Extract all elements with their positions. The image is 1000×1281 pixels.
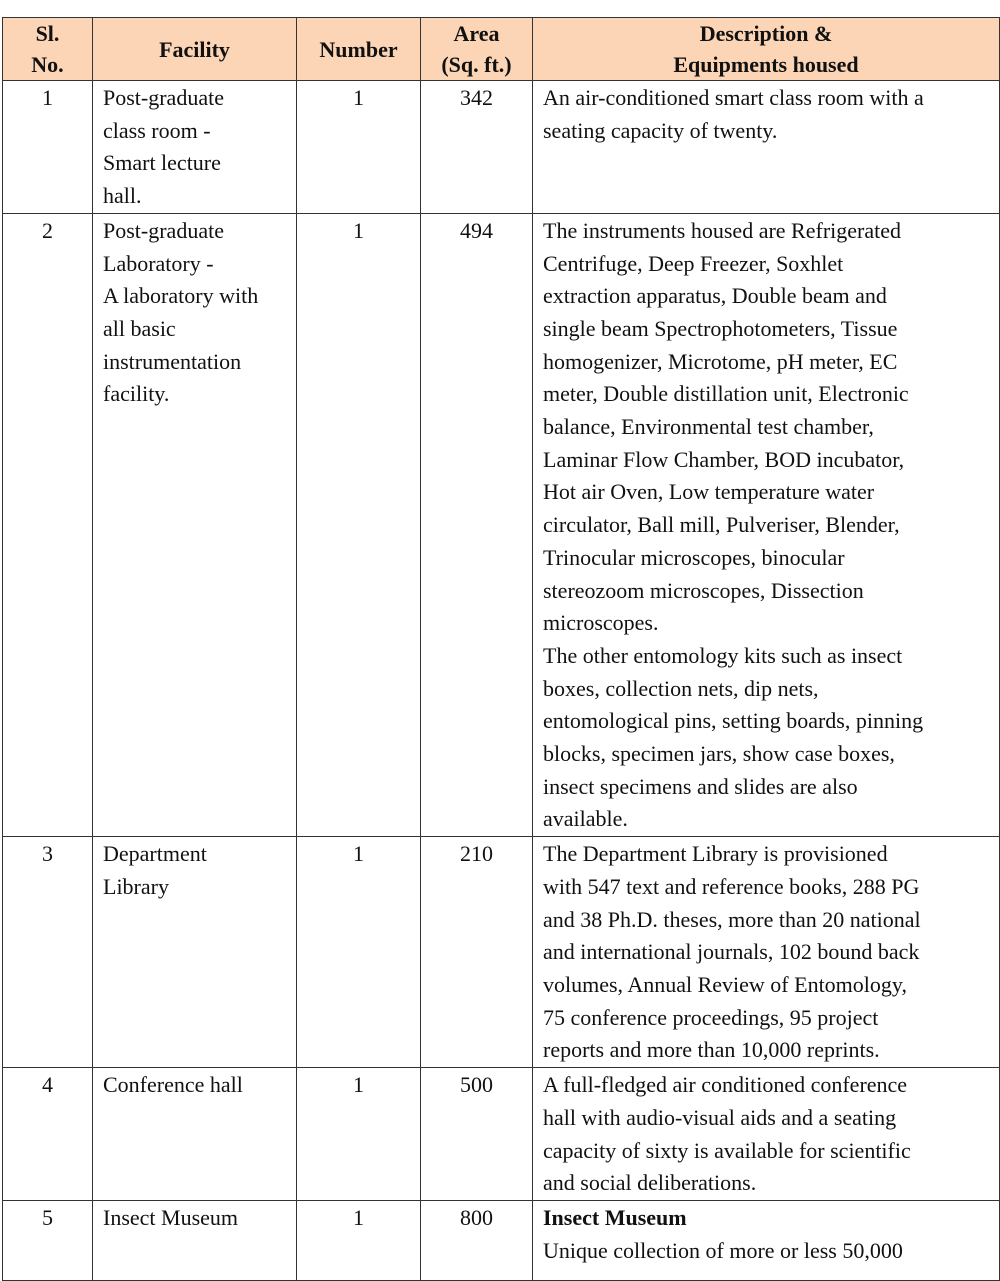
facility-cell: Department Library [93, 837, 297, 1068]
header-row [3, 18, 1000, 81]
number-cell: 1 [297, 81, 421, 214]
description-title: Insect Museum [543, 1204, 687, 1230]
number-cell: 1 [297, 837, 421, 1068]
header-area: Area (Sq. ft.) [421, 18, 533, 81]
facility-cell: Insect Museum [93, 1200, 297, 1280]
facility-cell: Conference hall [93, 1068, 297, 1201]
area-cell: 494 [421, 213, 533, 836]
number-cell: 1 [297, 213, 421, 836]
header-facility: Facility [93, 18, 297, 81]
description-cell [533, 1200, 1000, 1280]
description-cell: An air-conditioned smart class room with a seating capacity of twenty. [533, 81, 1000, 214]
header-sl-no: Sl. No. [3, 18, 93, 81]
table-row [3, 213, 1000, 836]
description-cell: A full-fledged air conditioned conference hall with audio-visual aids and a seating capacity of sixty is available for scientific and social deliberations. [533, 1068, 1000, 1201]
table-row [3, 1200, 1000, 1280]
sl-cell: 2 [3, 213, 93, 836]
area-cell: 342 [421, 81, 533, 214]
sl-cell: 3 [3, 837, 93, 1068]
sl-cell: 1 [3, 81, 93, 214]
description-cell: The instruments housed are Refrigerated Centrifuge, Deep Freezer, Soxhlet extraction apparatus, Double beam and single beam Spectrophotometers, Tissue homogenizer, Microtome, pH meter, EC meter, Double distillation unit, Electronic balance, Environmental test chamber, Laminar Flow Chamber, BOD incubator, Hot air Oven, Low temperature water circulator, Ball mill, Pulveriser, Blender, Trinocular microscopes, binocular stereozoom microscopes, Dissection microscopes. The other entomology kits such as insect boxes, collection nets, dip nets, entomological pins, setting boards, pinning blocks, specimen jars, show case boxes, insect specimens and slides are also available. [533, 213, 1000, 836]
area-cell: 800 [421, 1200, 533, 1280]
area-cell: 210 [421, 837, 533, 1068]
area-cell: 500 [421, 1068, 533, 1201]
header-description: Description & Equipments housed [533, 18, 1000, 81]
header-number: Number [297, 18, 421, 81]
description-text: Unique collection of more or less 50,000 [543, 1237, 903, 1263]
table-row [3, 1068, 1000, 1201]
facilities-table [2, 17, 1000, 1281]
number-cell: 1 [297, 1200, 421, 1280]
sl-cell: 4 [3, 1068, 93, 1201]
description-cell: The Department Library is provisioned with 547 text and reference books, 288 PG and 38 Ph.D. theses, more than 20 national and international journals, 102 bound back volumes, Annual Review of Entomology, 75 conference proceedings, 95 project reports and more than 10,000 reprints. [533, 837, 1000, 1068]
table-row [3, 837, 1000, 1068]
facility-cell: Post-graduate class room - Smart lecture hall. [93, 81, 297, 214]
sl-cell: 5 [3, 1200, 93, 1280]
number-cell: 1 [297, 1068, 421, 1201]
table-row [3, 81, 1000, 214]
facility-cell: Post-graduate Laboratory - A laboratory with all basic instrumentation facility. [93, 213, 297, 836]
